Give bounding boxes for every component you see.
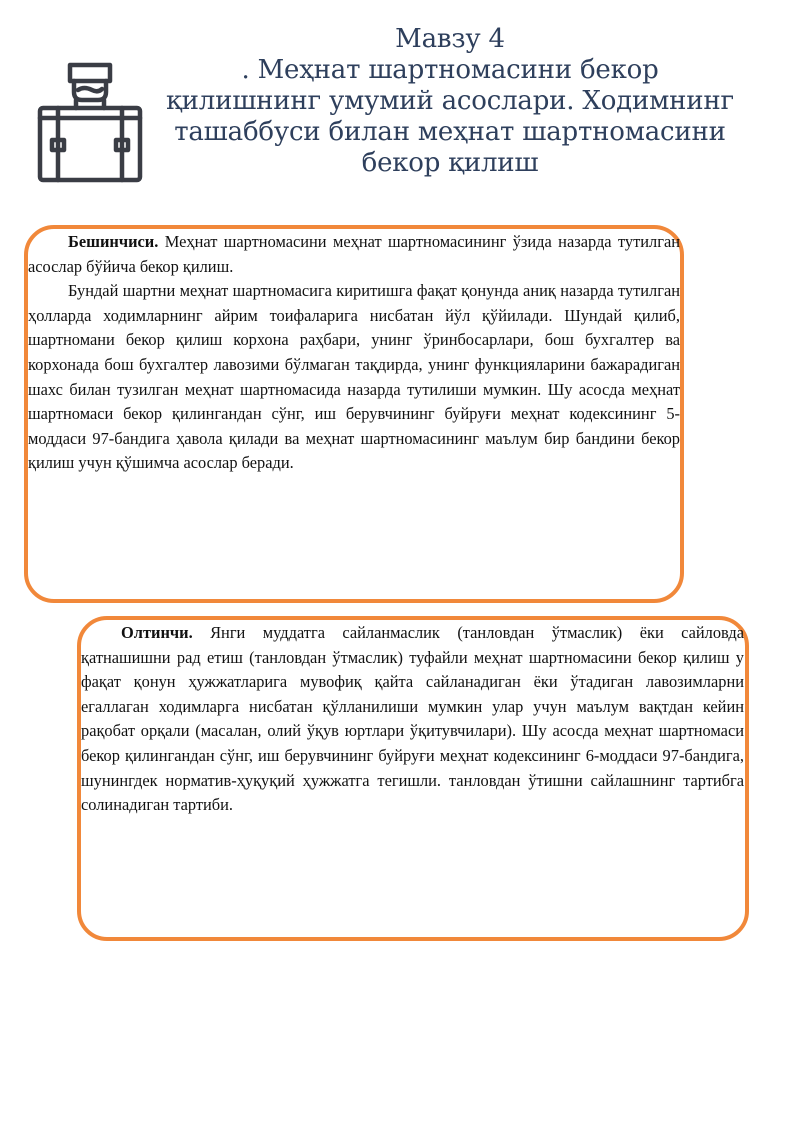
section-2-text — [81, 621, 744, 818]
title-line: қилишнинг умумий асослари. Ходимнинг — [166, 86, 734, 116]
title-line: . Меҳнат шартномасини бекор — [241, 55, 659, 85]
section-1-lead: Бешинчиси. — [68, 232, 159, 251]
section-2-lead: Олтинчи. — [121, 623, 193, 642]
section-1-body: Бундай шартни меҳнат шартномасига киритишга фақат қонунда аниқ назарда тутилган ҳолларда ходимларнинг айрим тоифаларига нисбатан йўл қўйилади. Шундай қилиб, шартномани бекор қилиш корхона раҳбари, унинг ўринбосарлари, бош бухгалтер ва корхонада бош бухгалтер лавозими бўлмаган тақдирда, унинг функцияларини бажарадиган шахс билан тузилган меҳнат шартномасида назарда тутилиши мумкин. Шу асосда меҳнат шартномаси бекор қилингандан сўнг, иш берувчининг буйруғи меҳнат кодексининг 5-моддаси 97-бандига ҳавола қилади ва меҳнат шартномасининг маълум бир бандини бекор қилиш учун қўшимча асослар беради. — [28, 281, 680, 473]
section-2-body: Янги муддатга сайланмаслик (танловдан ўтмаслик) ёки сайловда қатнашишни рад етиш (танловдан ўтмаслик) туфайли меҳнат шартномасини бекор қилиш у фақат қонун ҳужжатларига мувофиқ қайта сайланадиган ёки ўтадиган лавозимларни егаллаган ходимларга нисбатан қўлланилиши мумкин улар учун маълум вақтдан кейин рақобат орқали (масалан, олий ўқув юртлари ўқитувчилари). Шу асосда меҳнат шартномаси бекор қилингандан сўнг, иш берувчининг буйруғи меҳнат кодексининг 6-моддаси 97-бандига, шунингдек норматив-ҳуқуқий ҳужжатга тегишли. танловдан ўтишни сайлашнинг тартибга солинадиган тартиби. — [81, 623, 744, 815]
section-1-intro — [28, 230, 680, 279]
section-1-intro-text: Меҳнат шартномасини меҳнат шартномасининг ўзида назарда тутилган асослар бўйича бекор қилиш. — [28, 232, 680, 276]
title-line: бекор қилиш — [361, 148, 539, 178]
briefcase-hand-icon — [36, 60, 144, 184]
page-title — [140, 24, 760, 179]
title-line: ташаббуси билан меҳнат шартномасини — [174, 117, 726, 147]
section-1-text — [28, 230, 680, 476]
section-2-paragraph — [81, 621, 744, 818]
title-line: Мавзу 4 — [395, 24, 505, 54]
